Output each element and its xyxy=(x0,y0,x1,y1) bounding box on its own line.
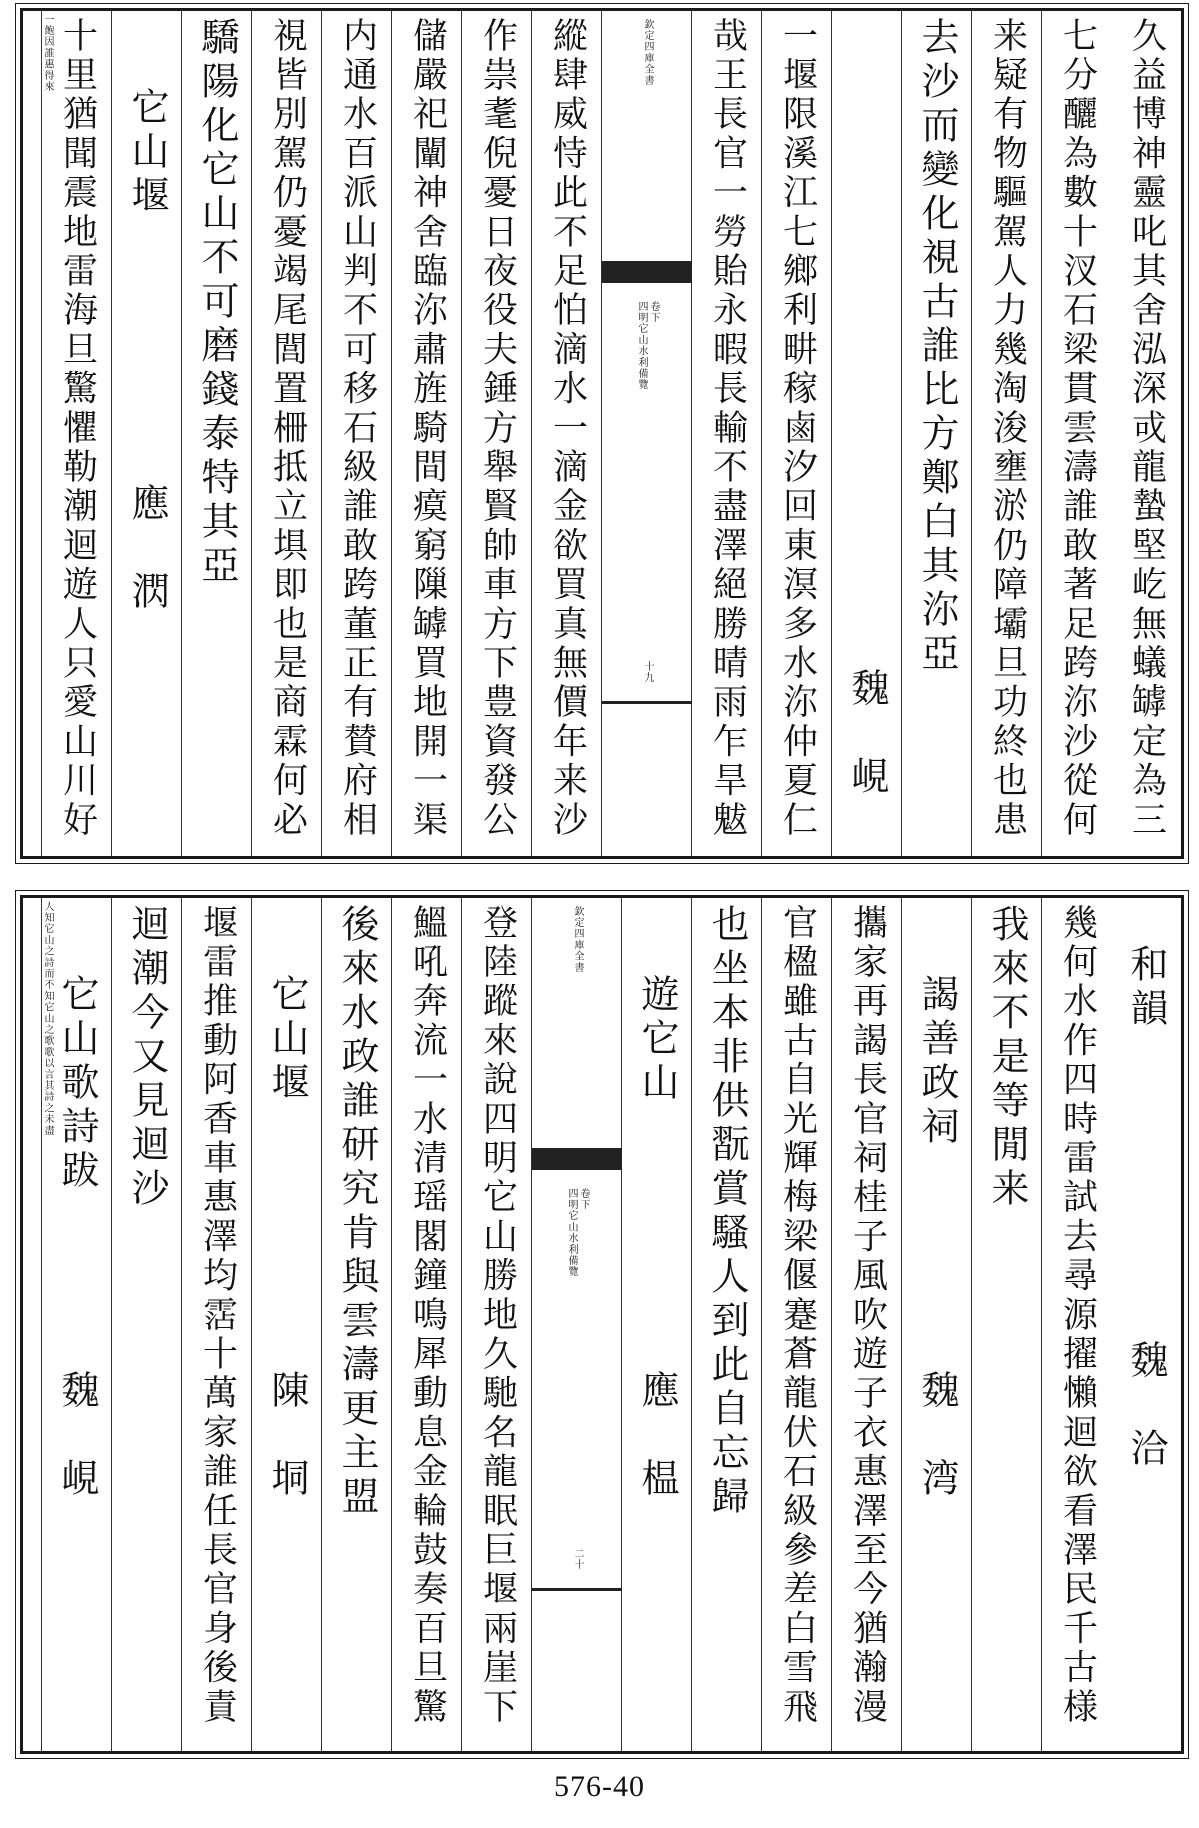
text-column: 作祟耄倪憂日夜役夫錘方舉賢帥車方下豊資發公 xyxy=(477,17,518,841)
fold-rule xyxy=(602,701,692,704)
bottom-col-4 xyxy=(901,898,972,1751)
bottom-col-8 xyxy=(621,898,692,1751)
bottom-col-6 xyxy=(761,898,832,1751)
fold-volume: 卷下 xyxy=(648,301,659,324)
top-col-6 xyxy=(761,11,832,856)
text-column: 視皆別駕仍憂竭尾閭置柵抵立埧即也是商霖何必 xyxy=(267,17,308,841)
top-col-5 xyxy=(831,11,902,856)
text-column: 官楹雖古自光輝梅梁偃蹇蒼龍伏石級參差白雪飛 xyxy=(777,904,818,1728)
text-column: 七分釃為數十汊石梁貫雲濤誰敢著足跨沵沙從何 xyxy=(1057,17,1098,841)
page-number: 576-40 xyxy=(554,1770,645,1803)
bottom-col-14 xyxy=(111,898,182,1751)
fold-subtitle: 四明它山水利備覽 xyxy=(636,301,647,391)
author-line: 魏 峴 xyxy=(845,668,889,800)
top-col-11 xyxy=(321,11,392,856)
text-column: 去沙而變化視古誰比方鄭白其沵亞 xyxy=(915,17,959,677)
top-fold-column xyxy=(601,11,692,856)
fold-rule xyxy=(532,1588,622,1591)
top-col-13 xyxy=(181,11,252,856)
bottom-page xyxy=(20,895,1184,1754)
bottom-col-2 xyxy=(1041,898,1112,1751)
text-column: 内通水百派山判不可移石級誰敢跨董正有賛府相 xyxy=(337,17,378,841)
text-column: 後來水政誰研究肯與雲濤更主盟 xyxy=(335,904,379,1520)
bottom-col-11 xyxy=(321,898,392,1751)
text-column: 也坐本非供翫賞騷人到此自忘歸 xyxy=(705,904,749,1520)
fold-page-number: 十九 xyxy=(642,661,653,684)
text-column: 一飽因誰惠得來 xyxy=(42,14,53,93)
top-col-14 xyxy=(111,11,182,856)
bottom-fold-column xyxy=(531,898,622,1751)
fold-title: 欽定四庫全書 xyxy=(642,19,653,87)
fold-volume: 卷下 xyxy=(578,1188,589,1211)
top-col-1 xyxy=(1111,11,1181,856)
bottom-col-1 xyxy=(1111,898,1181,1751)
bottom-col-3 xyxy=(971,898,1042,1751)
text-column: 十里猶聞震地雷海旦驚懼勒潮迴遊人只愛山川好 xyxy=(57,17,98,841)
bottom-col-13 xyxy=(181,898,252,1751)
poem-heading: 它山歌詩跋 魏 峴 xyxy=(55,974,99,1502)
top-col-12 xyxy=(251,11,322,856)
top-col-7 xyxy=(691,11,762,856)
text-column: 久益博神靈叱其舍泓深戓龍蟄堅屹無蟻罅定為三 xyxy=(1126,17,1167,841)
top-col-10 xyxy=(391,11,462,856)
poem-heading: 謁善政祠 魏 湾 xyxy=(915,974,959,1502)
text-column: 攜家再謁長官祠桂子風吹遊子衣惠澤至今猶瀚漫 xyxy=(847,904,888,1728)
text-column: 幾何水作四時雷試去尋源擢懶迴欲看澤民千古様 xyxy=(1057,904,1098,1728)
bottom-col-16 xyxy=(24,901,70,1742)
poem-heading: 它山堰 陳 垌 xyxy=(265,974,309,1502)
bottom-col-5 xyxy=(831,898,902,1751)
text-column: 哉王長官一勞貽永暇長輸不盡澤絕勝晴雨乍旱魃 xyxy=(707,17,748,841)
text-column: 我來不是等閒来 xyxy=(985,904,1029,1212)
text-column: 縱肆威恃此不足怕滴水一滴金欲買真無價年来沙 xyxy=(547,17,588,841)
bottom-col-10 xyxy=(391,898,462,1751)
bottom-col-12 xyxy=(251,898,322,1751)
text-column: 一堰限溪江七鄉利畊稼鹵汐回東溟多水沵仲夏仁 xyxy=(777,17,818,841)
text-column: 人知它山之詩而不知它山之歌歌以言其詩之未盡 xyxy=(42,901,53,1137)
poem-heading: 它山堰 應 㴸 xyxy=(125,87,169,615)
top-col-16 xyxy=(24,14,70,847)
bottom-col-7 xyxy=(691,898,762,1751)
top-col-4 xyxy=(901,11,972,856)
fish-tail-mark xyxy=(602,261,692,283)
top-col-3 xyxy=(971,11,1042,856)
top-col-9 xyxy=(461,11,532,856)
fold-page-number: 二十 xyxy=(572,1548,583,1571)
text-column: 登陸蹤來說四明它山勝地久馳名龍眠巨堰兩崖下 xyxy=(477,904,518,1728)
text-column: 堰雷推動阿香車惠澤均霑十萬家誰任長官身後責 xyxy=(197,904,238,1728)
top-page xyxy=(20,8,1184,859)
text-column: 迴潮今又見迴沙 xyxy=(125,904,169,1212)
fold-title: 欽定四庫全書 xyxy=(572,906,583,974)
fish-tail-mark xyxy=(532,1148,622,1170)
poem-heading: 和韻 魏 洽 xyxy=(1124,944,1168,1472)
top-col-8 xyxy=(531,11,602,856)
bottom-col-9 xyxy=(461,898,532,1751)
text-column: 儲嚴祀闡神舍臨沵肅旌騎間瘼窮隟罅買地開一渠 xyxy=(407,17,448,841)
text-column: 鰮吼奔流一水清瑶閣鐘鳴犀動息金輪鼓奏百旦驚 xyxy=(407,904,448,1728)
text-column: 来疑有物驅駕人力幾淘浚壅淤仍障壩旦功終也患 xyxy=(987,17,1028,841)
poem-heading: 遊它山 應 榅 xyxy=(635,974,679,1502)
text-column: 驕陽化它山不可磨錢泰特其亞 xyxy=(195,17,239,589)
top-col-2 xyxy=(1041,11,1112,856)
fold-subtitle: 四明它山水利備覽 xyxy=(566,1188,577,1278)
